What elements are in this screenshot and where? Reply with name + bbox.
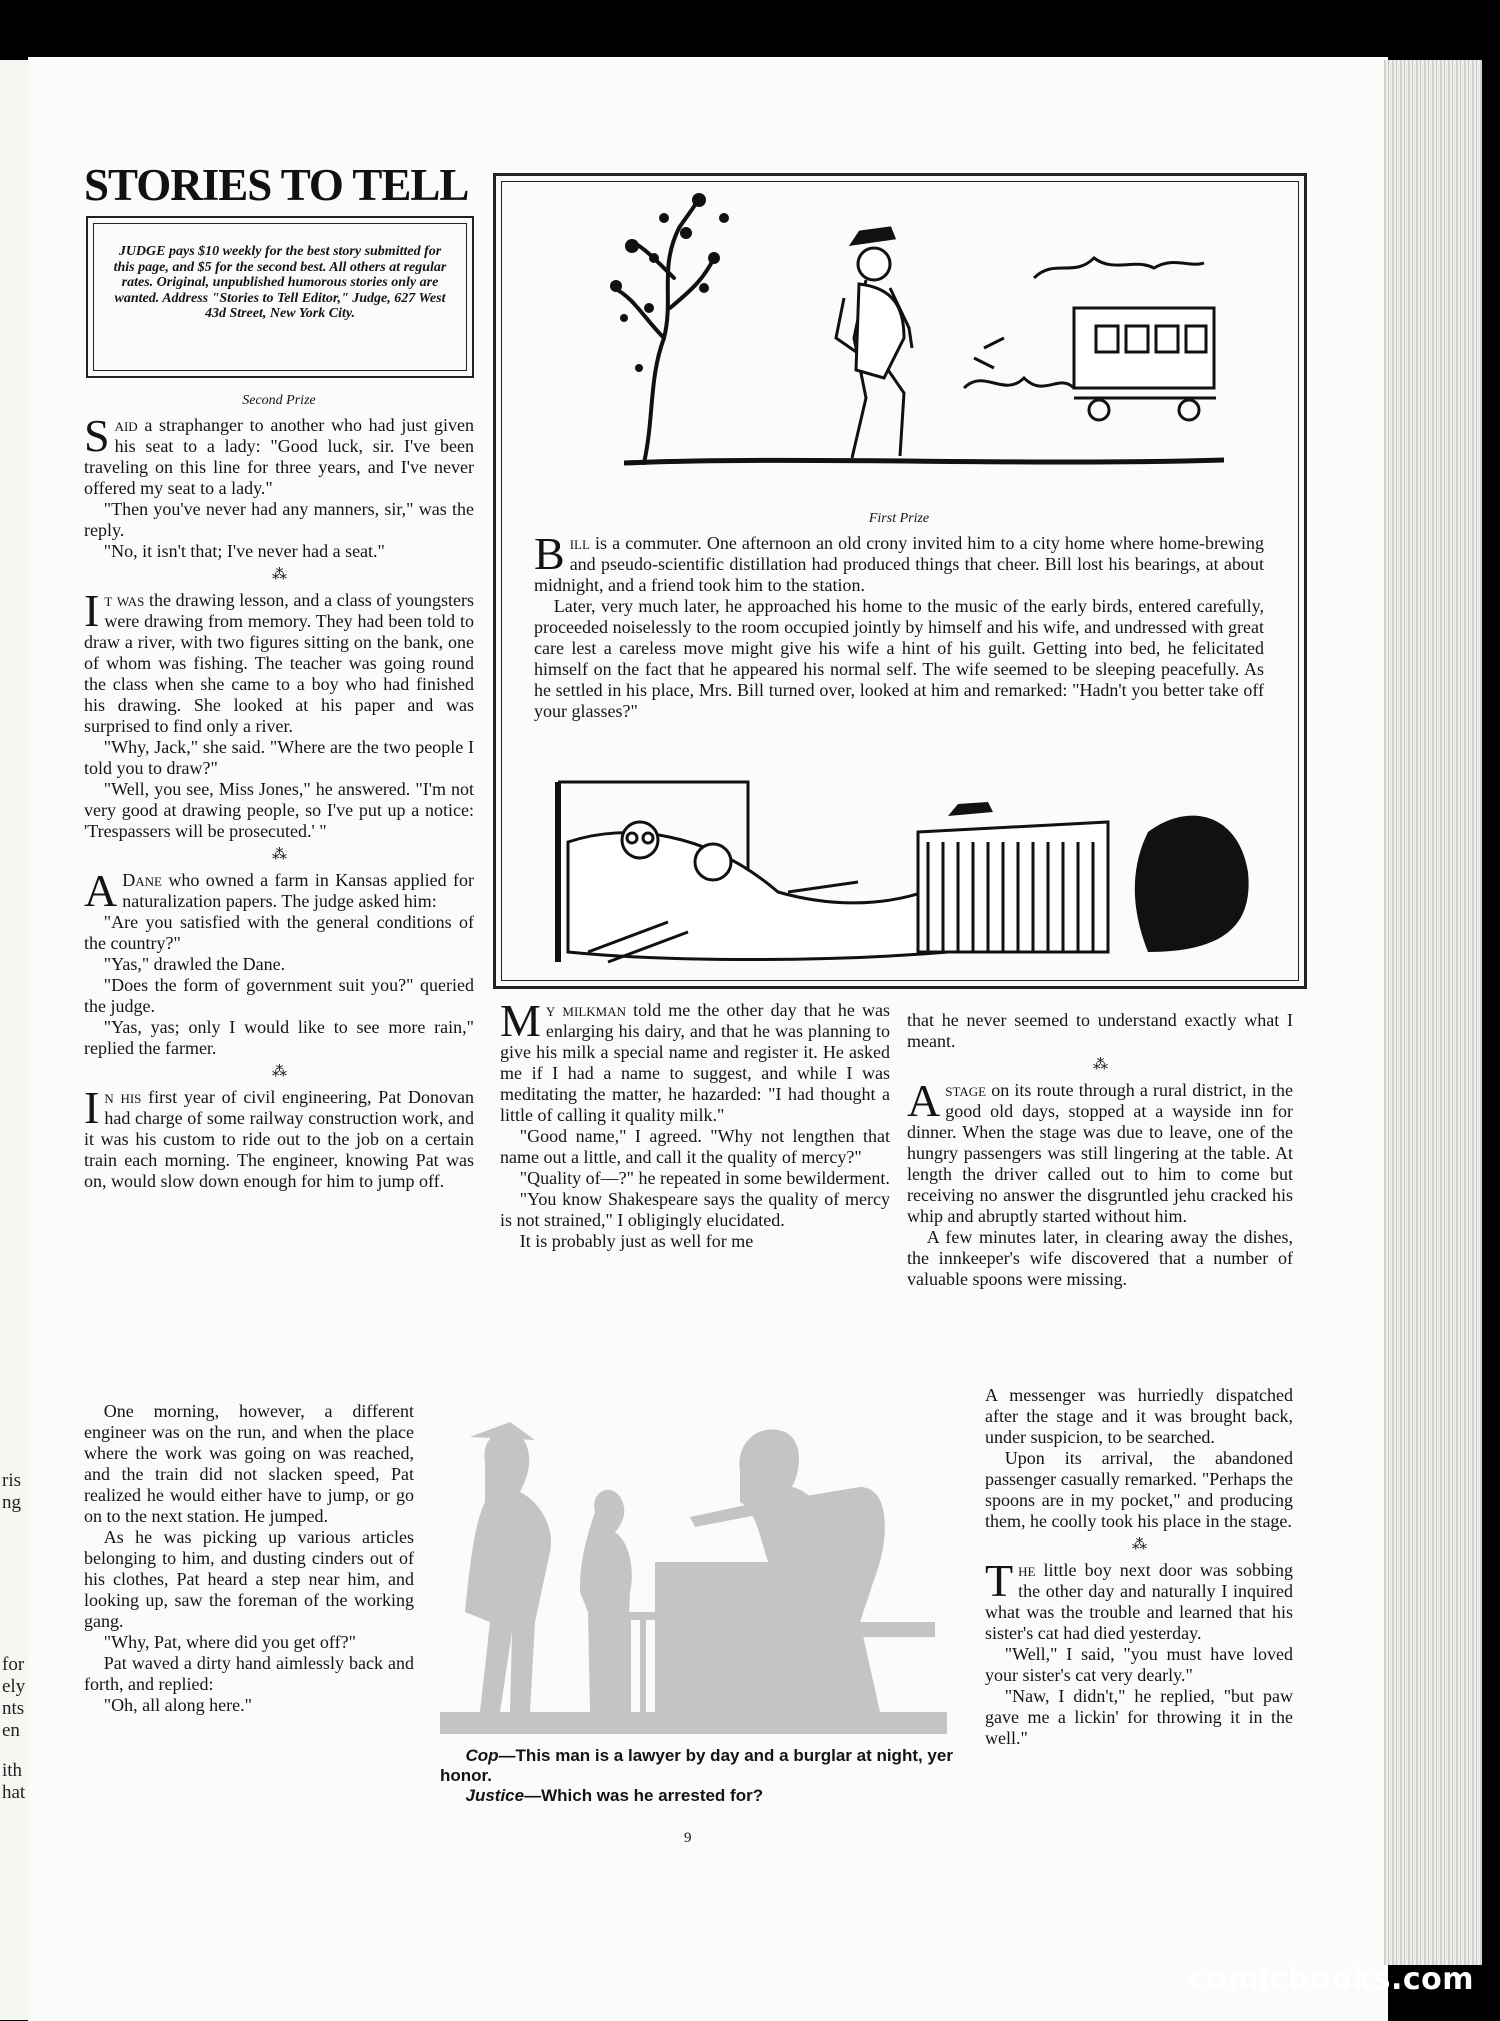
story-paragraph: "Yas, yas; only I would like to see more rain," replied the farmer. (84, 1017, 474, 1058)
story-paragraph: "Oh, all along here." (103, 1695, 252, 1715)
left-page-fragment: ng (2, 1492, 21, 1513)
left-page-fragment: nts (2, 1698, 25, 1719)
story-paragraph (84, 585, 474, 737)
left-column-narrow (84, 1401, 414, 1716)
separator-asterism: ⁂ (1093, 1057, 1107, 1073)
story-text: A few minutes later, in clearing away the dishes, the innkeeper's wife discovered that a number of valuable spoons were missing. (907, 1227, 1293, 1289)
first-prize-label: First Prize (868, 511, 930, 526)
story-paragraph: "Then you've never had any manners, sir," was the reply. (84, 499, 474, 540)
first-prize-story (534, 508, 1264, 722)
story-paragraph (907, 1075, 1293, 1227)
caption-text: —Which was he arrested for? (524, 1786, 764, 1805)
story-text: told me the other day that he was enlarging his dairy, and that he was planning to give his milk a special name and register it. He asked me if I had a name to suggest, and while I was meditating the matter, he hazarded: "I had thought a little of calling it quality milk." (500, 1000, 890, 1125)
drop-cap: I (84, 585, 100, 636)
small-caps-lead: Dane (122, 870, 162, 890)
second-prize-label: Second Prize (242, 393, 316, 408)
story-paragraph (84, 410, 474, 499)
story-text: first year of civil engineering, Pat Donovan had charge of some railway construction work, and it was his custom to ride out to the job on a certain train each morning. The engineer, knowing Pat was on, would slow down enough for him to jump off. (84, 1087, 474, 1191)
drop-cap: S (84, 410, 110, 461)
left-page-fragment: for (2, 1654, 25, 1675)
story-paragraph: One morning, however, a different engineer was on the run, and when the place where the work was going on was reached, and the train did not slacken speed, Pat realized he would either have to jump, or go on to the next station. He jumped. (84, 1401, 414, 1526)
story-paragraph: "Are you satisfied with the general conditions of the country?" (84, 912, 474, 953)
commuter-cartoon-illustration (604, 188, 1244, 498)
drop-cap: T (985, 1555, 1014, 1606)
left-page-edge (0, 60, 28, 2020)
left-page-fragment: ris (2, 1470, 21, 1491)
story-paragraph: It is probably just as well for me (519, 1231, 754, 1251)
story-text: little boy next door was sobbing the other day and naturally I inquired what was the trouble and learned that his sister's cat had died yesterday. (985, 1560, 1293, 1643)
story-paragraph: Later, very much later, he approached his home to the music of the early birds, entered carefully, proceeded noiselessly to the room occupied jointly by himself and his wife, and undressed with great care lest a careless move might give his wife a hint of his guilt. Getting into bed, he felicitated himself on the fact that he appeared his normal self. The wife seemed to be sleeping peacefully. As he settled in his place, Mrs. Bill turned over, looked at him and remarked: "Hadn't you better take off your glasses?" (534, 596, 1264, 721)
story-paragraph: "Yas," drawled the Dane. (103, 954, 286, 974)
courtroom-silhouette-cartoon (440, 1392, 947, 1734)
silhouette-caption (440, 1746, 960, 1806)
story-paragraph (84, 1082, 474, 1192)
caption-line (440, 1786, 960, 1806)
small-caps-lead: aid (114, 415, 138, 435)
bedroom-cartoon-illustration (548, 772, 1268, 972)
small-caps-lead: n his (104, 1087, 142, 1107)
contest-notice-box (86, 216, 474, 378)
drop-cap: B (534, 528, 565, 579)
drop-cap: I (84, 1082, 100, 1133)
contest-notice-text: JUDGE pays $10 weekly for the best story submitted for this page, and $5 for the second best. All others at regular rates. Original, unpublished humorous stories only are wanted. Address "Stories to Tell Editor," Judge, 627 West 43d Street, New York City. (93, 223, 467, 371)
story-paragraph (907, 1227, 1293, 1290)
left-page-fragment: ely (2, 1676, 26, 1697)
story-text: who owned a farm in Kansas applied for naturalization papers. The judge asked him: (122, 870, 474, 911)
page-stack-edge (1384, 60, 1482, 1965)
caption-line (440, 1746, 960, 1786)
separator-asterism: ⁂ (272, 567, 286, 583)
story-paragraph (534, 528, 1264, 596)
caption-speaker: Cop (465, 1746, 499, 1765)
story-paragraph: "Good name," I agreed. "Why not lengthen that name out a little, and call it the quality of mercy?" (500, 1126, 890, 1167)
story-text: the drawing lesson, and a class of youngsters were drawing from memory. They had been told to draw a river, with two figures sitting on the bank, one of whom was fishing. The teacher was going round the class when she came to a boy who had finished his drawing. She looked at his paper and was surprised to find only a river. (84, 590, 474, 736)
caption-text: —This man is a lawyer by day and a burglar at night, yer honor. (440, 1746, 953, 1785)
middle-column (500, 995, 890, 1252)
small-caps-lead: t was (104, 590, 145, 610)
drop-cap: A (907, 1075, 941, 1126)
separator-asterism: ⁂ (1132, 1537, 1146, 1553)
story-paragraph: "No, it isn't that; I've never had a seat." (103, 541, 385, 561)
story-paragraph: "Does the form of government suit you?" queried the judge. (84, 975, 474, 1016)
story-paragraph: "Well, you see, Miss Jones," he answered. "I'm not very good at drawing people, so I've put up a notice: 'Trespassers will be prosecuted.' " (84, 779, 474, 841)
story-paragraph: Upon its arrival, the abandoned passenger casually remarked. "Perhaps the spoons are in my pocket," and producing them, he coolly took his place in the stage. (985, 1448, 1293, 1531)
page-title: STORIES TO TELL (84, 160, 469, 210)
small-caps-lead: ill (569, 533, 590, 553)
story-paragraph: "Why, Pat, where did you get off?" (103, 1632, 356, 1652)
story-text: a straphanger to another who had just given his seat to a lady: "Good luck, sir. I've been traveling on this line for three years, and I've never offered my seat to a lady." (84, 415, 474, 498)
story-paragraph: that he never seemed to understand exactly what I meant. (907, 1010, 1293, 1051)
small-caps-lead: y milkman (545, 1000, 626, 1020)
story-text: on its route through a rural district, in the good old days, stopped at a wayside inn for dinner. When the stage was due to leave, one of the hungry passengers was still lingering at the table. At length the driver called out to him to come but receiving no answer the disgruntled jehu cracked his whip and abruptly started without him. (907, 1080, 1293, 1226)
small-caps-lead: stage (945, 1080, 987, 1100)
left-page-fragment: hat (2, 1782, 26, 1803)
story-paragraph: "Quality of—?" he repeated in some bewilderment. (519, 1168, 890, 1188)
drop-cap: M (500, 995, 541, 1046)
story-paragraph: "Why, Jack," she said. "Where are the two people I told you to draw?" (84, 737, 474, 778)
left-page-fragment: ith (2, 1760, 23, 1781)
story-paragraph: "Well," I said, "you must have loved your sister's cat very dearly." (985, 1644, 1293, 1685)
story-text: is a commuter. One afternoon an old crony invited him to a city home where home-brewing and pseudo-scientific distillation had produced things that cheer. Bill lost his bearings, at about midnight, and a friend took him to the station. (534, 533, 1264, 595)
story-paragraph: "Naw, I didn't," he replied, "but paw gave me a lickin' for throwing it in the well." (985, 1686, 1293, 1748)
left-column (84, 390, 474, 1192)
caption-speaker: Justice (465, 1786, 525, 1805)
story-paragraph: Pat waved a dirty hand aimlessly back and forth, and replied: (84, 1653, 414, 1694)
story-paragraph: As he was picking up various articles belonging to him, and dusting cinders out of his clothes, Pat heard a step near him, and looking up, saw the foreman of the working gang. (84, 1527, 414, 1631)
small-caps-lead: he (1018, 1560, 1036, 1580)
story-paragraph: A messenger was hurriedly dispatched after the stage and it was brought back, under suspicion, to be searched. (985, 1385, 1293, 1447)
story-paragraph (985, 1555, 1293, 1644)
right-column (907, 1010, 1293, 1290)
story-paragraph (500, 995, 890, 1126)
drop-cap: A (84, 865, 118, 916)
right-column-narrow (985, 1385, 1293, 1749)
watermark: comicbooks.com (1187, 1962, 1474, 1997)
story-paragraph: "You know Shakespeare says the quality of mercy is not strained," I obligingly elucidated. (500, 1189, 890, 1230)
page-number: 9 (684, 1830, 692, 1846)
story-paragraph (84, 865, 474, 916)
left-page-fragment: en (2, 1720, 20, 1741)
separator-asterism: ⁂ (272, 1064, 286, 1080)
separator-asterism: ⁂ (272, 847, 286, 863)
